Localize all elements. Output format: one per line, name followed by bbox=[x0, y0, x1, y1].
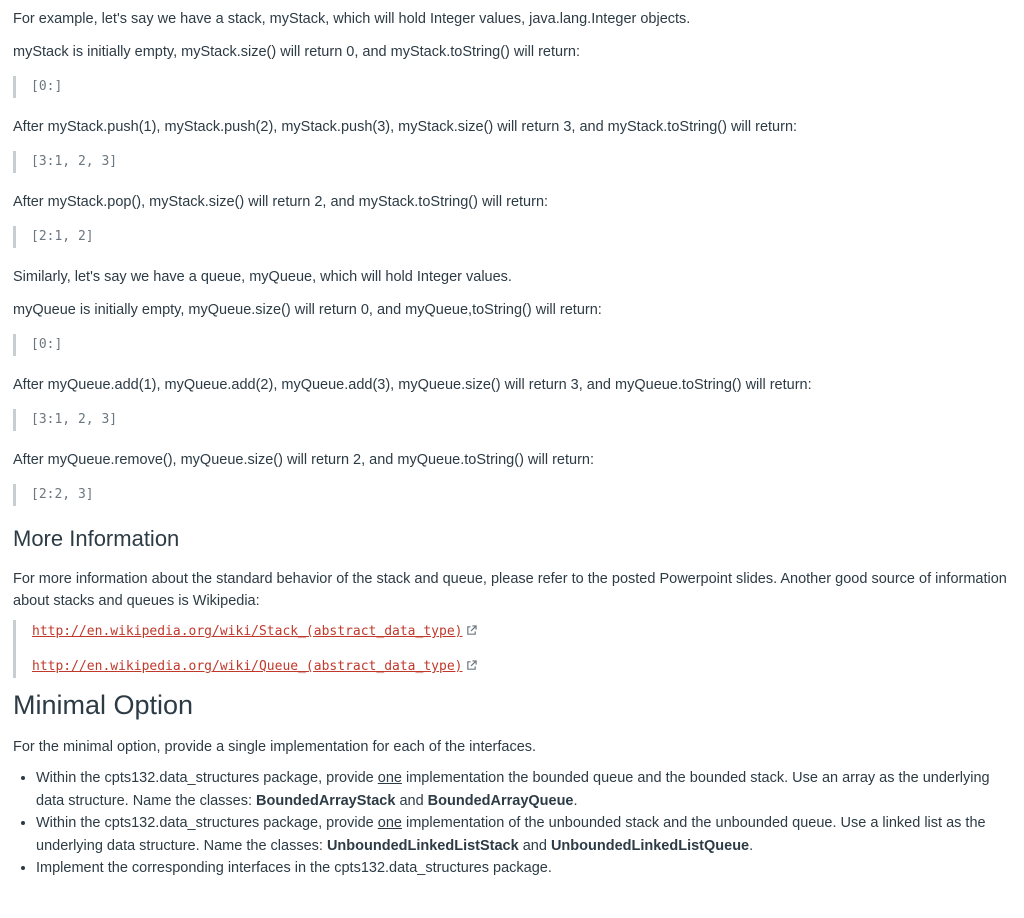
class-name: UnboundedLinkedListStack bbox=[326, 837, 519, 854]
link-row-queue bbox=[32, 655, 1011, 678]
queue-intro: Similarly, let's say we have a queue, myQueue, which will hold Integer values. bbox=[13, 269, 512, 285]
wikipedia-queue-link[interactable]: http://en.wikipedia.org/wiki/Queue_(abstract_data_type) bbox=[32, 659, 463, 674]
queue-initial-text: myQueue is initially empty, myQueue.size() will return 0, and myQueue,toString() will return: bbox=[13, 302, 602, 318]
stack-intro: For example, let's say we have a stack, myStack, which will hold Integer values, java.lang.Integer objects. bbox=[13, 11, 691, 27]
minimal-option-intro: For the minimal option, provide a single implementation for each of the interfaces. bbox=[13, 739, 537, 755]
queue-after-remove-text: After myQueue.remove(), myQueue.size() will return 2, and myQueue.toString() will return: bbox=[13, 452, 595, 468]
wikipedia-stack-link[interactable]: http://en.wikipedia.org/wiki/Stack_(abstract_data_type) bbox=[32, 624, 463, 639]
more-information-text: For more information about the standard behavior of the stack and queue, please refer to the posted Powerpoint slides. Another good source of information about stacks and queues is Wikipedia: bbox=[13, 571, 1007, 609]
minimal-option-heading: Minimal Option bbox=[13, 690, 194, 720]
list-item: • Within the cpts132.data_structures package, provide one implementation the bounded queue and the bounded stack. Use an array as the underlying data structure. Name the classes: BoundedArrayStack and BoundedArrayQueue. bbox=[36, 767, 1011, 812]
stack-after-push-text: After myStack.push(1), myStack.push(2), myStack.push(3), myStack.size() will return 3, and myStack.toString() will return: bbox=[13, 119, 798, 135]
queue-after-remove-output: [2:2, 3] bbox=[13, 484, 1011, 506]
stack-initial-text: myStack is initially empty, myStack.size() will return 0, and myStack.toString() will return: bbox=[13, 44, 580, 60]
class-name: BoundedArrayStack bbox=[256, 792, 396, 809]
stack-after-push-output: [3:1, 2, 3] bbox=[13, 151, 1011, 173]
link-row-stack bbox=[32, 620, 1011, 643]
list-item: • Implement the corresponding interfaces in the cpts132.data_structures package. bbox=[36, 857, 1011, 880]
emphasis-one: one bbox=[377, 815, 402, 831]
wikipedia-links bbox=[13, 620, 1011, 678]
class-name: BoundedArrayQueue bbox=[427, 792, 574, 809]
stack-after-pop-text: After myStack.pop(), myStack.size() will return 2, and myStack.toString() will return: bbox=[13, 194, 549, 210]
class-name: UnboundedLinkedListQueue bbox=[550, 837, 750, 854]
stack-after-pop-output: [2:1, 2] bbox=[13, 226, 1011, 248]
minimal-option-list bbox=[13, 767, 1011, 880]
queue-initial-output: [0:] bbox=[13, 334, 1011, 356]
stack-initial-output: [0:] bbox=[13, 76, 1011, 98]
external-link-icon bbox=[466, 625, 477, 636]
external-link-icon bbox=[466, 660, 477, 671]
more-information-heading: More Information bbox=[13, 526, 180, 551]
queue-after-add-text: After myQueue.add(1), myQueue.add(2), myQueue.add(3), myQueue.size() will return 3, and myQueue.toString() will return: bbox=[13, 377, 812, 393]
emphasis-one: one bbox=[377, 770, 402, 786]
list-item: • Within the cpts132.data_structures package, provide one implementation of the unbounded stack and the unbounded queue. Use a linked list as the underlying data structure. Name the classes: UnboundedLinkedListStack and UnboundedLinkedListQueue. bbox=[36, 812, 1011, 857]
queue-after-add-output: [3:1, 2, 3] bbox=[13, 409, 1011, 431]
